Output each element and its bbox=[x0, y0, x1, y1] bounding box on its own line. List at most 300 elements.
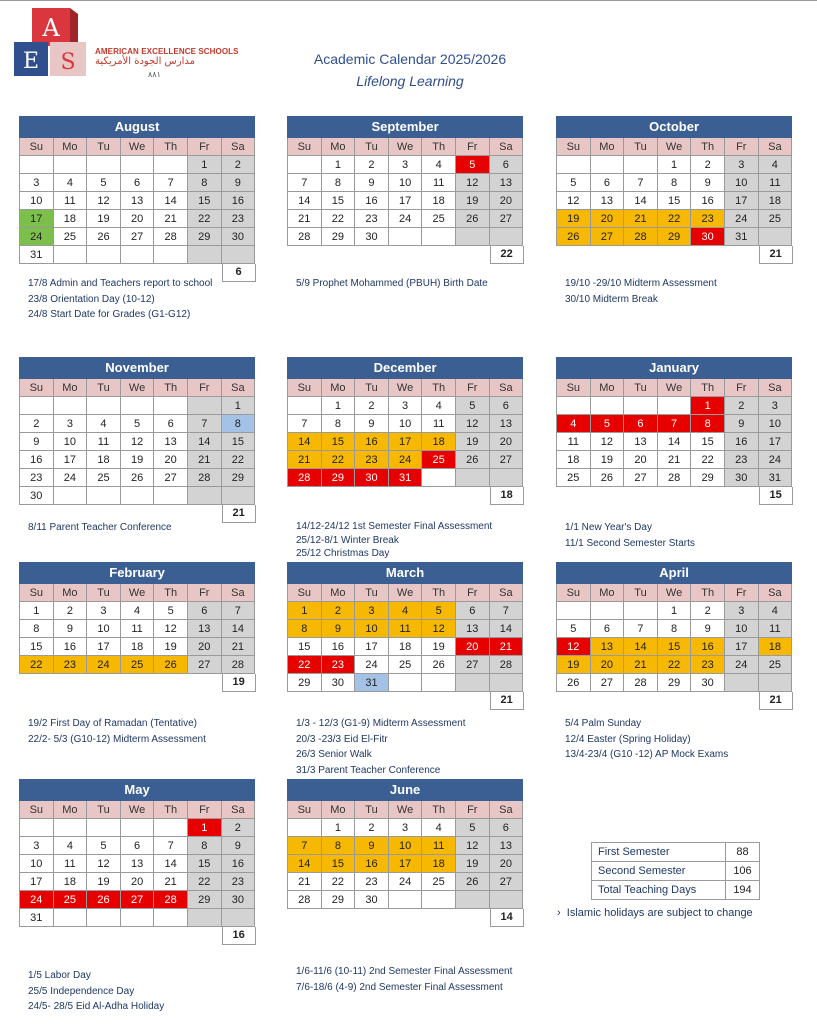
day-cell: 14 bbox=[624, 192, 658, 210]
weekday-header: Mo bbox=[321, 584, 355, 602]
day-cell: 3 bbox=[388, 819, 422, 837]
day-cell: 8 bbox=[321, 415, 355, 433]
day-cell: 26 bbox=[455, 873, 489, 891]
day-cell: 18 bbox=[53, 210, 87, 228]
day-cell: 6 bbox=[187, 602, 221, 620]
day-cell: 15 bbox=[288, 638, 322, 656]
day-cell: 21 bbox=[154, 210, 188, 228]
day-cell: 30 bbox=[20, 487, 54, 505]
teaching-days-count: 22 bbox=[490, 246, 524, 264]
day-cell: 21 bbox=[154, 873, 188, 891]
day-cell: 23 bbox=[691, 656, 725, 674]
week-row bbox=[288, 174, 523, 192]
day-cell: 25 bbox=[758, 210, 792, 228]
day-cell: 11 bbox=[53, 192, 87, 210]
empty-cell bbox=[624, 602, 658, 620]
empty-cell bbox=[120, 246, 154, 264]
day-cell: 9 bbox=[355, 415, 389, 433]
empty-cell bbox=[53, 487, 87, 505]
day-cell: 26 bbox=[590, 469, 624, 487]
day-cell: 16 bbox=[20, 451, 54, 469]
week-row bbox=[557, 451, 792, 469]
day-cell: 22 bbox=[321, 210, 355, 228]
day-cell: 19 bbox=[87, 873, 121, 891]
day-cell: 16 bbox=[355, 192, 389, 210]
day-cell: 18 bbox=[388, 638, 422, 656]
day-cell: 3 bbox=[53, 415, 87, 433]
day-cell: 10 bbox=[355, 620, 389, 638]
day-cell: 21 bbox=[624, 210, 658, 228]
empty-cell bbox=[154, 246, 188, 264]
weekday-header: We bbox=[388, 138, 422, 156]
event-note: 22/2- 5/3 (G10-12) Midterm Assessment bbox=[28, 733, 206, 745]
day-cell: 28 bbox=[288, 891, 322, 909]
day-cell: 6 bbox=[455, 602, 489, 620]
empty-cell bbox=[53, 909, 87, 927]
day-cell: 12 bbox=[87, 855, 121, 873]
weekday-header: Tu bbox=[624, 138, 658, 156]
weekday-header: We bbox=[120, 379, 154, 397]
weekday-header: Th bbox=[154, 379, 188, 397]
day-cell: 20 bbox=[455, 638, 489, 656]
day-cell: 12 bbox=[422, 620, 456, 638]
week-row bbox=[20, 855, 255, 873]
day-cell: 12 bbox=[154, 620, 188, 638]
day-cell: 6 bbox=[154, 415, 188, 433]
day-cell: 6 bbox=[489, 819, 523, 837]
day-cell: 28 bbox=[624, 674, 658, 692]
day-cell: 6 bbox=[120, 837, 154, 855]
day-cell: 28 bbox=[489, 656, 523, 674]
day-cell: 9 bbox=[724, 415, 758, 433]
day-cell: 11 bbox=[758, 174, 792, 192]
week-row bbox=[20, 656, 255, 674]
weekday-header: We bbox=[388, 584, 422, 602]
day-cell: 17 bbox=[53, 451, 87, 469]
event-note: 25/12-8/1 Winter Break bbox=[296, 534, 399, 546]
day-cell: 20 bbox=[489, 855, 523, 873]
day-cell: 25 bbox=[422, 873, 456, 891]
day-cell: 20 bbox=[187, 638, 221, 656]
week-row bbox=[20, 246, 255, 264]
empty-cell bbox=[120, 397, 154, 415]
day-cell: 29 bbox=[187, 891, 221, 909]
notes-march bbox=[296, 716, 466, 778]
event-note: 23/8 Orientation Day (10-12) bbox=[28, 293, 155, 305]
empty-cell bbox=[154, 397, 188, 415]
day-cell: 17 bbox=[758, 433, 792, 451]
islamic-holidays-footnote bbox=[557, 907, 753, 919]
day-cell: 24 bbox=[758, 451, 792, 469]
empty-cell bbox=[20, 819, 54, 837]
empty-cell bbox=[489, 228, 523, 246]
day-cell: 4 bbox=[53, 837, 87, 855]
day-cell: 1 bbox=[187, 156, 221, 174]
day-cell: 9 bbox=[53, 620, 87, 638]
weekday-header: Sa bbox=[221, 801, 255, 819]
day-cell: 24 bbox=[388, 210, 422, 228]
weekday-header: We bbox=[120, 801, 154, 819]
week-row bbox=[20, 638, 255, 656]
day-cell: 5 bbox=[557, 620, 591, 638]
day-cell: 6 bbox=[624, 415, 658, 433]
month-name: April bbox=[557, 563, 792, 584]
day-cell: 8 bbox=[657, 620, 691, 638]
day-cell: 30 bbox=[355, 469, 389, 487]
day-cell: 11 bbox=[422, 415, 456, 433]
summary-value: 106 bbox=[726, 862, 760, 881]
day-cell: 26 bbox=[154, 656, 188, 674]
day-cell: 1 bbox=[187, 819, 221, 837]
week-row bbox=[557, 415, 792, 433]
weekday-header: Su bbox=[20, 801, 54, 819]
summary-row-total bbox=[592, 881, 760, 900]
day-cell: 12 bbox=[590, 433, 624, 451]
day-cell: 14 bbox=[489, 620, 523, 638]
notes-june bbox=[296, 964, 512, 995]
logo-code: ٨٨١ bbox=[148, 70, 161, 79]
week-row bbox=[288, 433, 523, 451]
day-cell: 15 bbox=[20, 638, 54, 656]
day-cell: 5 bbox=[590, 415, 624, 433]
day-cell: 15 bbox=[321, 192, 355, 210]
event-note: 19/2 First Day of Ramadan (Tentative) bbox=[28, 718, 197, 729]
day-cell: 4 bbox=[758, 602, 792, 620]
day-cell: 23 bbox=[691, 210, 725, 228]
teaching-days-count: 14 bbox=[490, 909, 524, 927]
event-note: 20/3 -23/3 Eid El-Fitr bbox=[296, 733, 388, 745]
month-name: January bbox=[557, 358, 792, 379]
week-row bbox=[20, 210, 255, 228]
month-name: February bbox=[20, 563, 255, 584]
notes-october bbox=[565, 276, 717, 307]
week-row bbox=[20, 433, 255, 451]
day-cell: 27 bbox=[187, 656, 221, 674]
day-cell: 9 bbox=[221, 837, 255, 855]
day-cell: 11 bbox=[422, 174, 456, 192]
day-cell: 2 bbox=[724, 397, 758, 415]
day-cell: 24 bbox=[20, 891, 54, 909]
event-note: 14/12-24/12 1st Semester Final Assessment bbox=[296, 521, 493, 532]
summary-value: 194 bbox=[726, 881, 760, 900]
notes-february bbox=[28, 716, 206, 747]
day-cell: 26 bbox=[455, 451, 489, 469]
day-cell: 10 bbox=[388, 174, 422, 192]
month-name: October bbox=[557, 117, 792, 138]
day-cell: 15 bbox=[657, 192, 691, 210]
day-cell: 1 bbox=[321, 156, 355, 174]
month-name: June bbox=[288, 780, 523, 801]
summary-label: Total Teaching Days bbox=[592, 881, 726, 900]
day-cell: 17 bbox=[388, 433, 422, 451]
week-row bbox=[557, 656, 792, 674]
day-cell: 8 bbox=[321, 174, 355, 192]
day-cell: 18 bbox=[422, 433, 456, 451]
weekday-header: Fr bbox=[724, 584, 758, 602]
day-cell: 4 bbox=[422, 397, 456, 415]
day-cell: 3 bbox=[20, 174, 54, 192]
week-row bbox=[288, 819, 523, 837]
day-cell: 29 bbox=[187, 228, 221, 246]
week-row bbox=[20, 602, 255, 620]
day-cell: 27 bbox=[120, 228, 154, 246]
day-cell: 6 bbox=[120, 174, 154, 192]
day-cell: 14 bbox=[288, 855, 322, 873]
day-cell: 14 bbox=[624, 638, 658, 656]
calendar-september bbox=[287, 116, 524, 264]
weekday-header: Fr bbox=[187, 379, 221, 397]
empty-cell bbox=[87, 819, 121, 837]
weekday-header: Su bbox=[557, 584, 591, 602]
empty-cell bbox=[187, 487, 221, 505]
day-cell: 20 bbox=[590, 656, 624, 674]
day-cell: 16 bbox=[355, 433, 389, 451]
day-cell: 20 bbox=[154, 451, 188, 469]
day-cell: 22 bbox=[657, 210, 691, 228]
day-cell: 21 bbox=[288, 451, 322, 469]
day-cell: 31 bbox=[388, 469, 422, 487]
day-cell: 5 bbox=[455, 156, 489, 174]
day-cell: 5 bbox=[422, 602, 456, 620]
month-name: May bbox=[20, 780, 255, 801]
day-cell: 16 bbox=[221, 192, 255, 210]
day-cell: 7 bbox=[288, 837, 322, 855]
weekday-header: Fr bbox=[187, 138, 221, 156]
week-row bbox=[288, 620, 523, 638]
day-cell: 13 bbox=[489, 174, 523, 192]
empty-cell bbox=[154, 909, 188, 927]
teaching-days-count: 21 bbox=[759, 246, 793, 264]
day-cell: 15 bbox=[187, 192, 221, 210]
day-cell: 8 bbox=[288, 620, 322, 638]
weekday-header: Th bbox=[422, 584, 456, 602]
day-cell: 30 bbox=[691, 674, 725, 692]
weekday-header: We bbox=[657, 138, 691, 156]
day-cell: 13 bbox=[187, 620, 221, 638]
empty-cell bbox=[624, 397, 658, 415]
day-cell: 22 bbox=[691, 451, 725, 469]
day-cell: 10 bbox=[20, 855, 54, 873]
week-row bbox=[20, 192, 255, 210]
day-cell: 9 bbox=[355, 174, 389, 192]
empty-cell bbox=[422, 469, 456, 487]
week-row bbox=[557, 638, 792, 656]
weekday-header: Mo bbox=[590, 138, 624, 156]
empty-cell bbox=[590, 156, 624, 174]
day-cell: 28 bbox=[187, 469, 221, 487]
day-cell: 27 bbox=[624, 469, 658, 487]
day-cell: 7 bbox=[288, 174, 322, 192]
day-cell: 22 bbox=[20, 656, 54, 674]
day-cell: 4 bbox=[557, 415, 591, 433]
weekday-header: Su bbox=[557, 138, 591, 156]
day-cell: 25 bbox=[422, 451, 456, 469]
day-cell: 30 bbox=[221, 891, 255, 909]
top-border-line bbox=[0, 0, 817, 1]
week-row bbox=[20, 397, 255, 415]
event-note: 8/11 Parent Teacher Conference bbox=[28, 522, 172, 533]
day-cell: 3 bbox=[87, 602, 121, 620]
day-cell: 13 bbox=[120, 192, 154, 210]
day-cell: 16 bbox=[691, 192, 725, 210]
weekday-header: Th bbox=[691, 584, 725, 602]
day-cell: 15 bbox=[321, 433, 355, 451]
empty-cell bbox=[557, 602, 591, 620]
day-cell: 22 bbox=[321, 451, 355, 469]
month-grid bbox=[19, 779, 255, 927]
day-cell: 31 bbox=[355, 674, 389, 692]
notes-september bbox=[296, 276, 488, 292]
day-cell: 27 bbox=[489, 210, 523, 228]
weekday-header: Fr bbox=[455, 138, 489, 156]
day-cell: 30 bbox=[321, 674, 355, 692]
notes-december bbox=[296, 520, 492, 561]
day-cell: 15 bbox=[221, 433, 255, 451]
empty-cell bbox=[422, 674, 456, 692]
day-cell: 26 bbox=[557, 674, 591, 692]
teaching-days-count: 21 bbox=[490, 692, 524, 710]
empty-cell bbox=[87, 397, 121, 415]
weekday-header: Tu bbox=[355, 584, 389, 602]
day-cell: 8 bbox=[20, 620, 54, 638]
day-cell: 4 bbox=[758, 156, 792, 174]
month-name: August bbox=[20, 117, 255, 138]
chevron-right-icon: › bbox=[557, 907, 561, 919]
weekday-header: Sa bbox=[489, 138, 523, 156]
event-note: 1/5 Labor Day bbox=[28, 970, 91, 981]
month-name: November bbox=[20, 358, 255, 379]
weekday-header: Sa bbox=[489, 379, 523, 397]
event-note: 17/8 Admin and Teachers report to school bbox=[28, 278, 213, 289]
day-cell: 9 bbox=[321, 620, 355, 638]
day-cell: 8 bbox=[691, 415, 725, 433]
week-row bbox=[288, 638, 523, 656]
month-grid bbox=[287, 562, 523, 692]
month-grid bbox=[287, 779, 523, 909]
day-cell: 22 bbox=[288, 656, 322, 674]
day-cell: 25 bbox=[120, 656, 154, 674]
day-cell: 4 bbox=[53, 174, 87, 192]
day-cell: 30 bbox=[355, 891, 389, 909]
day-cell: 31 bbox=[758, 469, 792, 487]
day-cell: 24 bbox=[388, 451, 422, 469]
day-cell: 1 bbox=[691, 397, 725, 415]
empty-cell bbox=[388, 674, 422, 692]
day-cell: 2 bbox=[355, 819, 389, 837]
day-cell: 23 bbox=[724, 451, 758, 469]
week-row bbox=[288, 855, 523, 873]
month-grid bbox=[556, 357, 792, 487]
month-grid bbox=[19, 116, 255, 264]
day-cell: 8 bbox=[187, 837, 221, 855]
empty-cell bbox=[288, 397, 322, 415]
empty-cell bbox=[288, 819, 322, 837]
empty-cell bbox=[724, 674, 758, 692]
day-cell: 13 bbox=[590, 192, 624, 210]
empty-cell bbox=[288, 156, 322, 174]
day-cell: 10 bbox=[20, 192, 54, 210]
day-cell: 21 bbox=[187, 451, 221, 469]
day-cell: 10 bbox=[87, 620, 121, 638]
day-cell: 10 bbox=[388, 837, 422, 855]
weekday-header: Mo bbox=[590, 584, 624, 602]
day-cell: 1 bbox=[288, 602, 322, 620]
day-cell: 11 bbox=[120, 620, 154, 638]
day-cell: 27 bbox=[489, 873, 523, 891]
day-cell: 3 bbox=[20, 837, 54, 855]
weekday-header: Th bbox=[154, 138, 188, 156]
day-cell: 22 bbox=[221, 451, 255, 469]
empty-cell bbox=[53, 246, 87, 264]
weekday-header: Tu bbox=[355, 801, 389, 819]
summary-label: Second Semester bbox=[592, 862, 726, 881]
weekday-header: Sa bbox=[758, 138, 792, 156]
day-cell: 3 bbox=[388, 156, 422, 174]
day-cell: 24 bbox=[724, 210, 758, 228]
empty-cell bbox=[53, 819, 87, 837]
week-row bbox=[20, 156, 255, 174]
day-cell: 9 bbox=[221, 174, 255, 192]
day-cell: 11 bbox=[422, 837, 456, 855]
day-cell: 18 bbox=[120, 638, 154, 656]
day-cell: 27 bbox=[120, 891, 154, 909]
day-cell: 2 bbox=[20, 415, 54, 433]
event-note: 5/4 Palm Sunday bbox=[565, 718, 642, 729]
day-cell: 7 bbox=[624, 620, 658, 638]
day-cell: 3 bbox=[355, 602, 389, 620]
day-cell: 2 bbox=[691, 156, 725, 174]
day-cell: 7 bbox=[154, 837, 188, 855]
day-cell: 13 bbox=[624, 433, 658, 451]
week-row bbox=[20, 909, 255, 927]
weekday-header: Fr bbox=[187, 801, 221, 819]
day-cell: 22 bbox=[657, 656, 691, 674]
day-cell: 30 bbox=[355, 228, 389, 246]
day-cell: 23 bbox=[221, 210, 255, 228]
week-row bbox=[20, 620, 255, 638]
day-cell: 5 bbox=[455, 819, 489, 837]
day-cell: 14 bbox=[154, 855, 188, 873]
day-cell: 19 bbox=[120, 451, 154, 469]
day-cell: 22 bbox=[187, 210, 221, 228]
empty-cell bbox=[590, 602, 624, 620]
day-cell: 25 bbox=[557, 469, 591, 487]
weekday-header: Sa bbox=[221, 379, 255, 397]
weekday-header: Th bbox=[154, 584, 188, 602]
day-cell: 31 bbox=[20, 909, 54, 927]
day-cell: 2 bbox=[53, 602, 87, 620]
day-cell: 29 bbox=[657, 674, 691, 692]
day-cell: 11 bbox=[53, 855, 87, 873]
day-cell: 4 bbox=[87, 415, 121, 433]
day-cell: 18 bbox=[758, 638, 792, 656]
day-cell: 18 bbox=[422, 192, 456, 210]
week-row bbox=[20, 415, 255, 433]
empty-cell bbox=[120, 487, 154, 505]
weekday-header: Th bbox=[691, 138, 725, 156]
week-row bbox=[20, 873, 255, 891]
empty-cell bbox=[455, 891, 489, 909]
day-cell: 27 bbox=[590, 228, 624, 246]
calendar-june bbox=[287, 779, 524, 927]
empty-cell bbox=[455, 228, 489, 246]
day-cell: 7 bbox=[187, 415, 221, 433]
empty-cell bbox=[87, 909, 121, 927]
day-cell: 26 bbox=[557, 228, 591, 246]
day-cell: 7 bbox=[489, 602, 523, 620]
empty-cell bbox=[624, 156, 658, 174]
day-cell: 20 bbox=[120, 873, 154, 891]
